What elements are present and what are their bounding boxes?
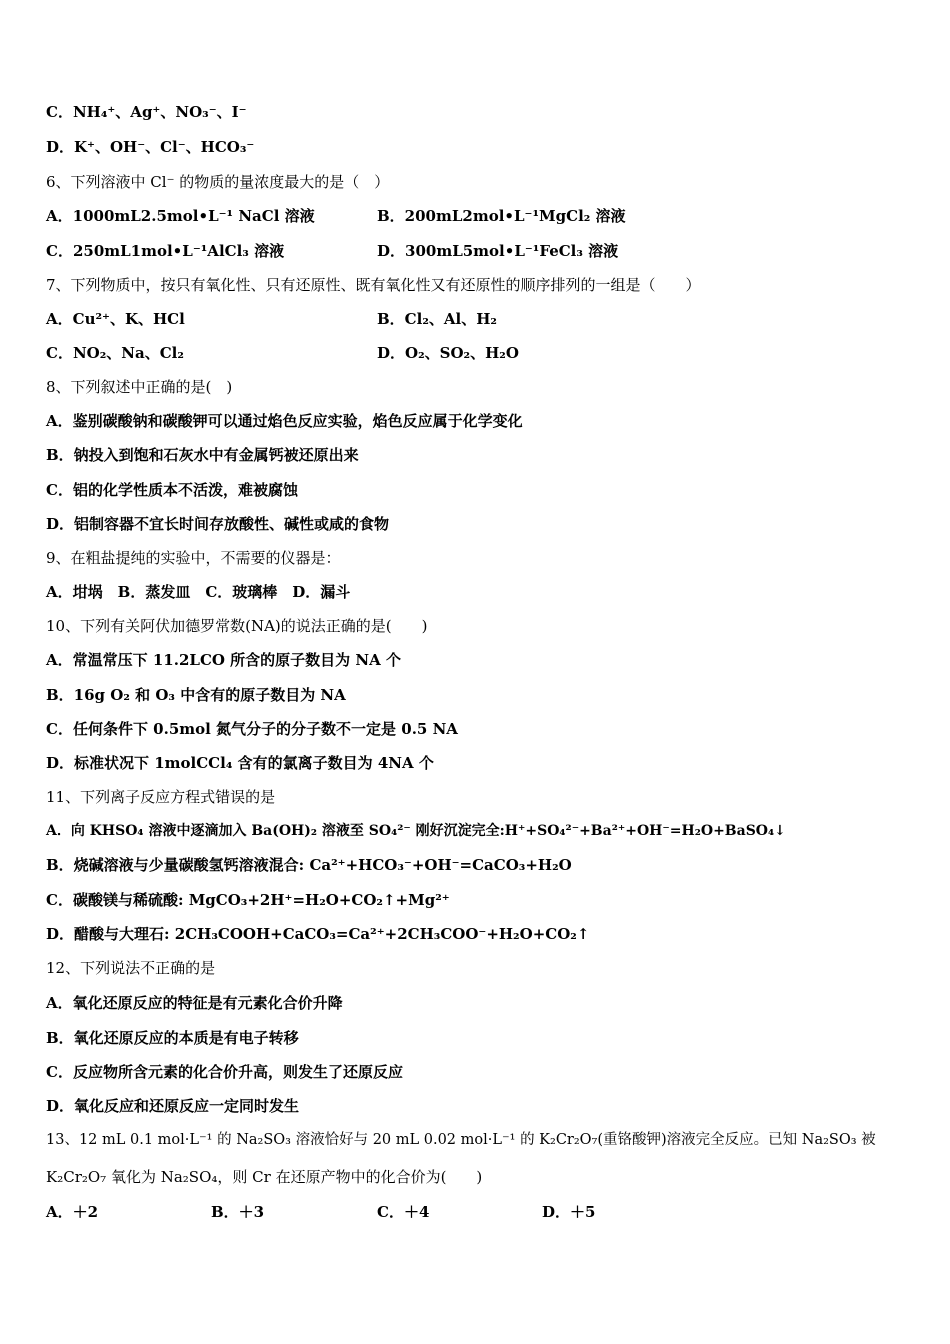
question-13-stem: 13、12 mL 0.1 mol·L⁻¹ 的 Na₂SO₃ 溶液恰好与 20 mL 0.02 mol·L⁻¹ 的 K₂Cr₂O₇(重铬酸钾)溶液完全反应。已知 Na₂SO₃ 被: [46, 1132, 876, 1148]
question-9-stem: 9、在粗盐提纯的实验中，不需要的仪器是：: [46, 549, 341, 567]
question-10-option-b: B．16g O₂ 和 O₃ 中含有的原子数目为 NA: [46, 686, 346, 704]
question-6-option-a: A．1000mL2.5mol•L⁻¹ NaCl 溶液: [46, 207, 315, 225]
question-8-option-c: C．铝的化学性质本不活泼，难被腐蚀: [46, 481, 298, 499]
question-12-stem: 12、下列说法不正确的是: [46, 959, 216, 977]
question-8-stem: 8、下列叙述中正确的是( ): [46, 378, 233, 396]
question-7-option-a: A．Cu²⁺、K、HCl: [46, 310, 185, 328]
question-13-option-c: C．＋4: [377, 1203, 430, 1221]
question-6-option-b: B．200mL2mol•L⁻¹MgCl₂ 溶液: [377, 207, 626, 225]
question-11-stem: 11、下列离子反应方程式错误的是: [46, 788, 276, 806]
question-12-option-d: D．氧化反应和还原反应一定同时发生: [46, 1097, 300, 1115]
question-6-option-c: C．250mL1mol•L⁻¹AlCl₃ 溶液: [46, 242, 285, 260]
question-9-options: A．坩埚 B．蒸发皿 C．玻璃棒 D．漏斗: [46, 583, 351, 601]
question-13-stem-cont: K₂Cr₂O₇ 氧化为 Na₂SO₄，则 Cr 在还原产物中的化合价为( ): [46, 1168, 483, 1186]
question-7-option-b: B．Cl₂、Al、H₂: [377, 310, 497, 328]
question-12-option-b: B．氧化还原反应的本质是有电子转移: [46, 1029, 299, 1047]
question-10-option-d: D．标准状况下 1molCCl₄ 含有的氯离子数目为 4NA 个: [46, 754, 434, 772]
question-13-option-a: A．＋2: [46, 1203, 99, 1221]
question-6-option-d: D．300mL5mol•L⁻¹FeCl₃ 溶液: [377, 242, 619, 260]
question-12-option-c: C．反应物所含元素的化合价升高，则发生了还原反应: [46, 1063, 403, 1081]
question-10-stem: 10、下列有关阿伏加德罗常数(NA)的说法正确的是( ): [46, 617, 428, 635]
question-5-option-c: C．NH₄⁺、Ag⁺、NO₃⁻、I⁻: [46, 103, 247, 121]
question-7-option-d: D．O₂、SO₂、H₂O: [377, 344, 519, 362]
question-11-option-a: A．向 KHSO₄ 溶液中逐滴加入 Ba(OH)₂ 溶液至 SO₄²⁻ 刚好沉淀完全:H⁺+SO₄²⁻+Ba²⁺+OH⁻=H₂O+BaSO₄↓: [46, 823, 786, 839]
question-11-option-c: C．碳酸镁与稀硫酸: MgCO₃+2H⁺=H₂O+CO₂↑+Mg²⁺: [46, 891, 450, 909]
question-7-stem: 7、下列物质中，按只有氧化性、只有还原性、既有氧化性又有还原性的顺序排列的一组是（ ）: [46, 276, 701, 294]
question-13-option-d: D．＋5: [542, 1203, 596, 1221]
question-7-option-c: C．NO₂、Na、Cl₂: [46, 344, 184, 362]
question-10-option-c: C．任何条件下 0.5mol 氮气分子的分子数不一定是 0.5 NA: [46, 720, 458, 738]
question-11-option-b: B．烧碱溶液与少量碳酸氢钙溶液混合: Ca²⁺+HCO₃⁻+OH⁻=CaCO₃+H₂O: [46, 856, 572, 874]
question-8-option-b: B．钠投入到饱和石灰水中有金属钙被还原出来: [46, 446, 359, 464]
question-8-option-a: A．鉴别碳酸钠和碳酸钾可以通过焰色反应实验，焰色反应属于化学变化: [46, 412, 523, 430]
question-8-option-d: D．铝制容器不宜长时间存放酸性、碱性或咸的食物: [46, 515, 390, 533]
question-12-option-a: A．氧化还原反应的特征是有元素化合价升降: [46, 994, 343, 1012]
question-10-option-a: A．常温常压下 11.2LCO 所含的原子数目为 NA 个: [46, 651, 401, 669]
question-13-option-b: B．＋3: [211, 1203, 265, 1221]
question-6-stem: 6、下列溶液中 Cl⁻ 的物质的量浓度最大的是（ ）: [46, 173, 390, 191]
question-5-option-d: D．K⁺、OH⁻、Cl⁻、HCO₃⁻: [46, 138, 255, 156]
question-11-option-d: D．醋酸与大理石: 2CH₃COOH+CaCO₃=Ca²⁺+2CH₃COO⁻+H₂O+CO₂↑: [46, 925, 590, 943]
